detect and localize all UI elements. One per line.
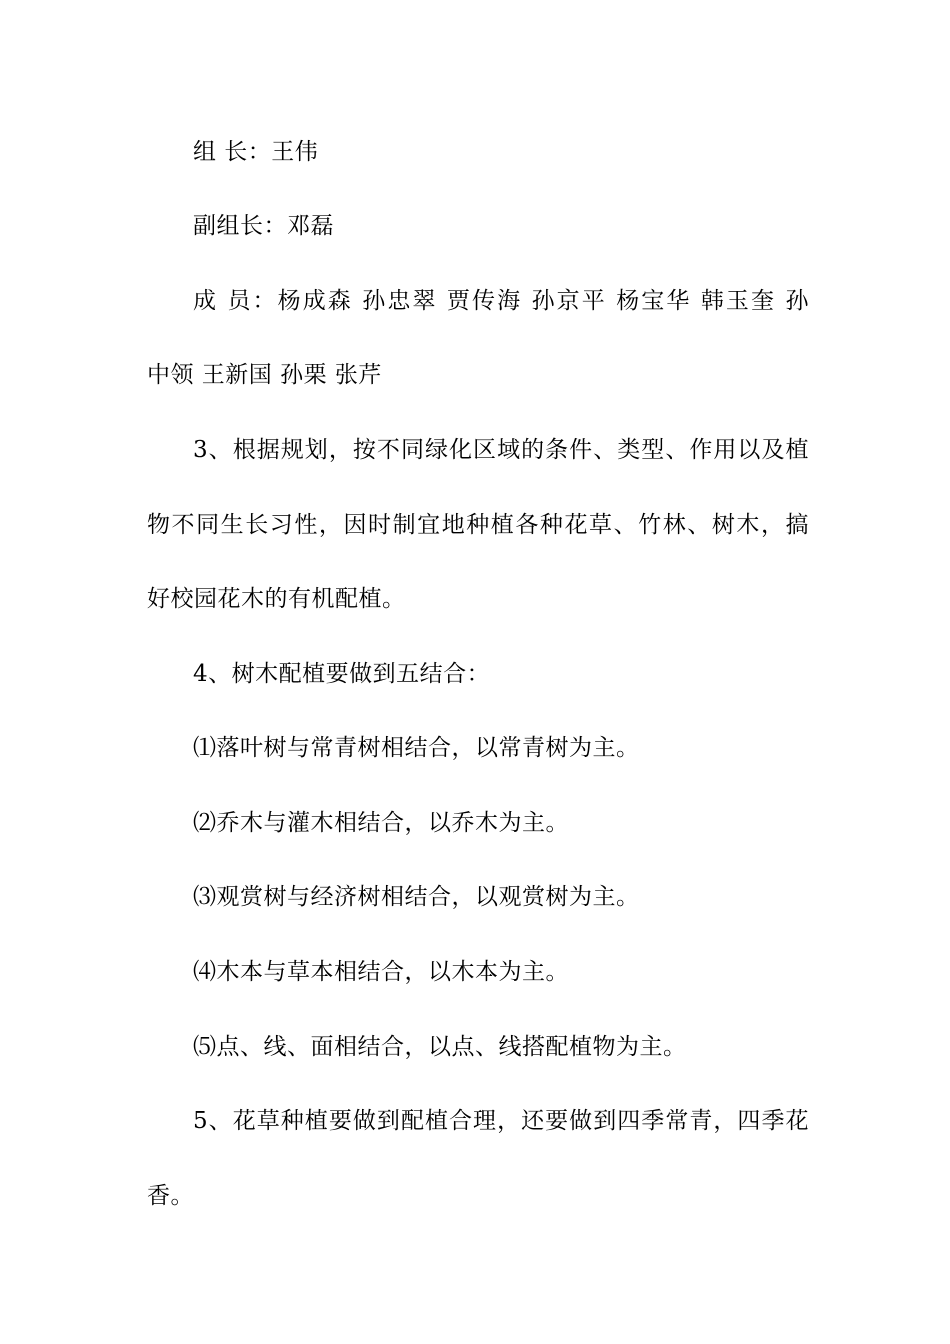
text-line-item-3-end: 好校园花木的有机配植。 [147, 586, 406, 612]
text-line-sub-2: ⑵乔木与灌木相结合，以乔木为主。 [193, 810, 569, 836]
text-line-deputy-leader: 副组长：邓磊 [193, 213, 334, 239]
text-line-sub-3: ⑶观赏树与经济树相结合，以观赏树为主。 [193, 884, 640, 910]
text-line-item-3-cont: 物不同生长习性，因时制宜地种植各种花草、竹林、树木，搞 [147, 512, 809, 538]
text-line-sub-5: ⑸点、线、面相结合，以点、线搭配植物为主。 [193, 1034, 687, 1060]
text-line-sub-1: ⑴落叶树与常青树相结合，以常青树为主。 [193, 735, 640, 761]
text-line-item-3: 3、根据规划，按不同绿化区域的条件、类型、作用以及植 [193, 437, 809, 463]
text-line-leader: 组 长：王伟 [193, 139, 319, 165]
text-line-members: 成 员：杨成森 孙忠翠 贾传海 孙京平 杨宝华 韩玉奎 孙 [193, 288, 809, 314]
text-line-item-5-end: 香。 [147, 1183, 194, 1209]
text-line-members-cont: 中领 王新国 孙栗 张芹 [147, 362, 382, 388]
text-line-item-4: 4、树木配植要做到五结合： [193, 661, 491, 687]
text-line-sub-4: ⑷木本与草本相结合，以木本为主。 [193, 959, 569, 985]
text-line-item-5: 5、花草种植要做到配植合理，还要做到四季常青，四季花 [193, 1108, 809, 1134]
